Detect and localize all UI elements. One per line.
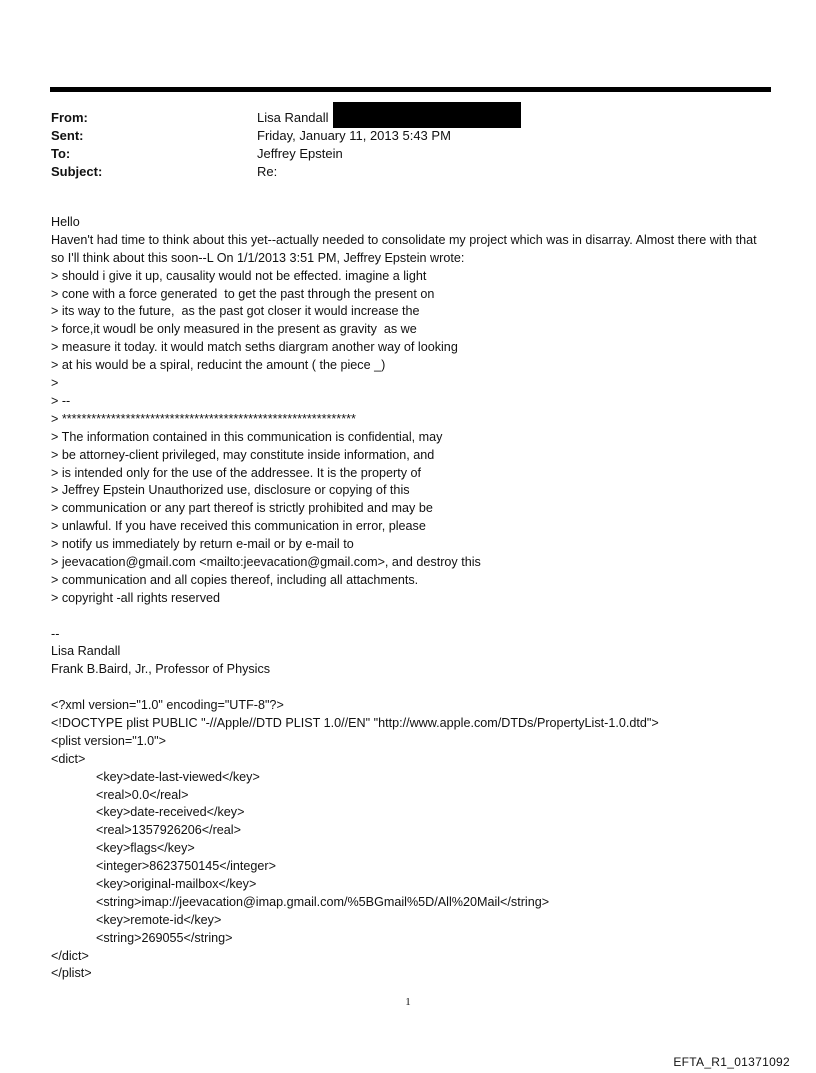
xml-declaration: <?xml version="1.0" encoding="UTF-8"?>	[51, 698, 284, 713]
signature-separator: --	[51, 626, 60, 641]
signature-name: Lisa Randall	[51, 644, 121, 659]
quoted-line: > ************************************************************	[51, 411, 356, 426]
spacer	[51, 679, 771, 697]
header-divider	[50, 87, 771, 92]
plist-entry: <string>imap://jeevacation@imap.gmail.com/%5BGmail%5D/All%20Mail</string>	[96, 894, 550, 909]
email-body	[51, 214, 771, 983]
plist-block	[51, 697, 771, 983]
signature	[51, 626, 771, 680]
from-label: From:	[51, 110, 88, 125]
quoted-line: > cone with a force generated to get the past through the present on	[51, 286, 435, 301]
sent-value: Friday, January 11, 2013 5:43 PM	[257, 128, 451, 143]
from-name: Lisa Randall	[257, 110, 329, 125]
quoted-line: > should i give it up, causality would not be effected. imagine a light	[51, 268, 427, 283]
quoted-line: > communication or any part thereof is strictly prohibited and may be	[51, 501, 433, 516]
quoted-line: > its way to the future, as the past got closer it would increase the	[51, 304, 420, 319]
quoted-line: > copyright -all rights reserved	[51, 590, 221, 605]
to-label: To:	[51, 146, 71, 161]
plist-entry: <key>date-received</key>	[96, 805, 245, 820]
dict-open-tag: <dict>	[51, 751, 86, 766]
page-number: 1	[405, 996, 411, 1008]
quoted-line: >	[51, 376, 59, 391]
quoted-line: > at his would be a spiral, reducint the amount ( the piece _)	[51, 358, 386, 373]
quoted-line: > measure it today. it would match seths diargram another way of looking	[51, 340, 458, 355]
plist-entry: <real>0.0</real>	[96, 787, 189, 802]
quoted-line: > be attorney-client privileged, may constitute inside information, and	[51, 447, 435, 462]
document-id: EFTA_R1_01371092	[673, 1055, 790, 1069]
plist-entry: <key>remote-id</key>	[96, 912, 222, 927]
plist-entry: <integer>8623750145</integer>	[96, 859, 276, 874]
signature-title: Frank B.Baird, Jr., Professor of Physics	[51, 662, 271, 677]
quoted-line: > The information contained in this communication is confidential, may	[51, 429, 443, 444]
message-text: Haven't had time to think about this yet--actually needed to consolidate my project which was in disarray. Almost there with that so I'll think about this soon--L On 1/1/2013 3:51 PM, Jeffrey Epstein wrote:	[51, 232, 757, 265]
subject-label: Subject:	[51, 164, 103, 179]
quoted-message	[51, 268, 771, 608]
quoted-line: > is intended only for the use of the addressee. It is the property of	[51, 465, 421, 480]
plist-entry: <key>original-mailbox</key>	[96, 876, 257, 891]
quoted-line: > communication and all copies thereof, including all attachments.	[51, 572, 419, 587]
dict-close-tag: </dict>	[51, 948, 89, 963]
quoted-line: > --	[51, 393, 71, 408]
plist-entry: <key>date-last-viewed</key>	[96, 769, 260, 784]
greeting: Hello	[51, 215, 80, 229]
subject-value: Re:	[257, 164, 278, 179]
quoted-line: > force,it woudl be only measured in the present as gravity as we	[51, 322, 417, 337]
quoted-line: > unlawful. If you have received this communication in error, please	[51, 519, 426, 534]
to-value: Jeffrey Epstein	[257, 146, 343, 161]
plist-entry: <real>1357926206</real>	[96, 823, 241, 838]
plist-entry: <string>269055</string>	[96, 930, 233, 945]
spacer	[51, 608, 771, 626]
plist-close-tag: </plist>	[51, 966, 92, 981]
redaction-box	[333, 102, 521, 128]
plist-entry: <key>flags</key>	[96, 841, 195, 856]
plist-open-tag: <plist version="1.0">	[51, 733, 167, 748]
quoted-line: > Jeffrey Epstein Unauthorized use, disclosure or copying of this	[51, 483, 410, 498]
quoted-line: > notify us immediately by return e-mail or by e-mail to	[51, 537, 354, 552]
plist-doctype: <!DOCTYPE plist PUBLIC "-//Apple//DTD PLIST 1.0//EN" "http://www.apple.com/DTDs/PropertyList-1.0.dtd">	[51, 715, 659, 730]
from-value	[257, 109, 521, 128]
quoted-line: > jeevacation@gmail.com <mailto:jeevacation@gmail.com>, and destroy this	[51, 554, 481, 569]
sent-label: Sent:	[51, 128, 84, 143]
